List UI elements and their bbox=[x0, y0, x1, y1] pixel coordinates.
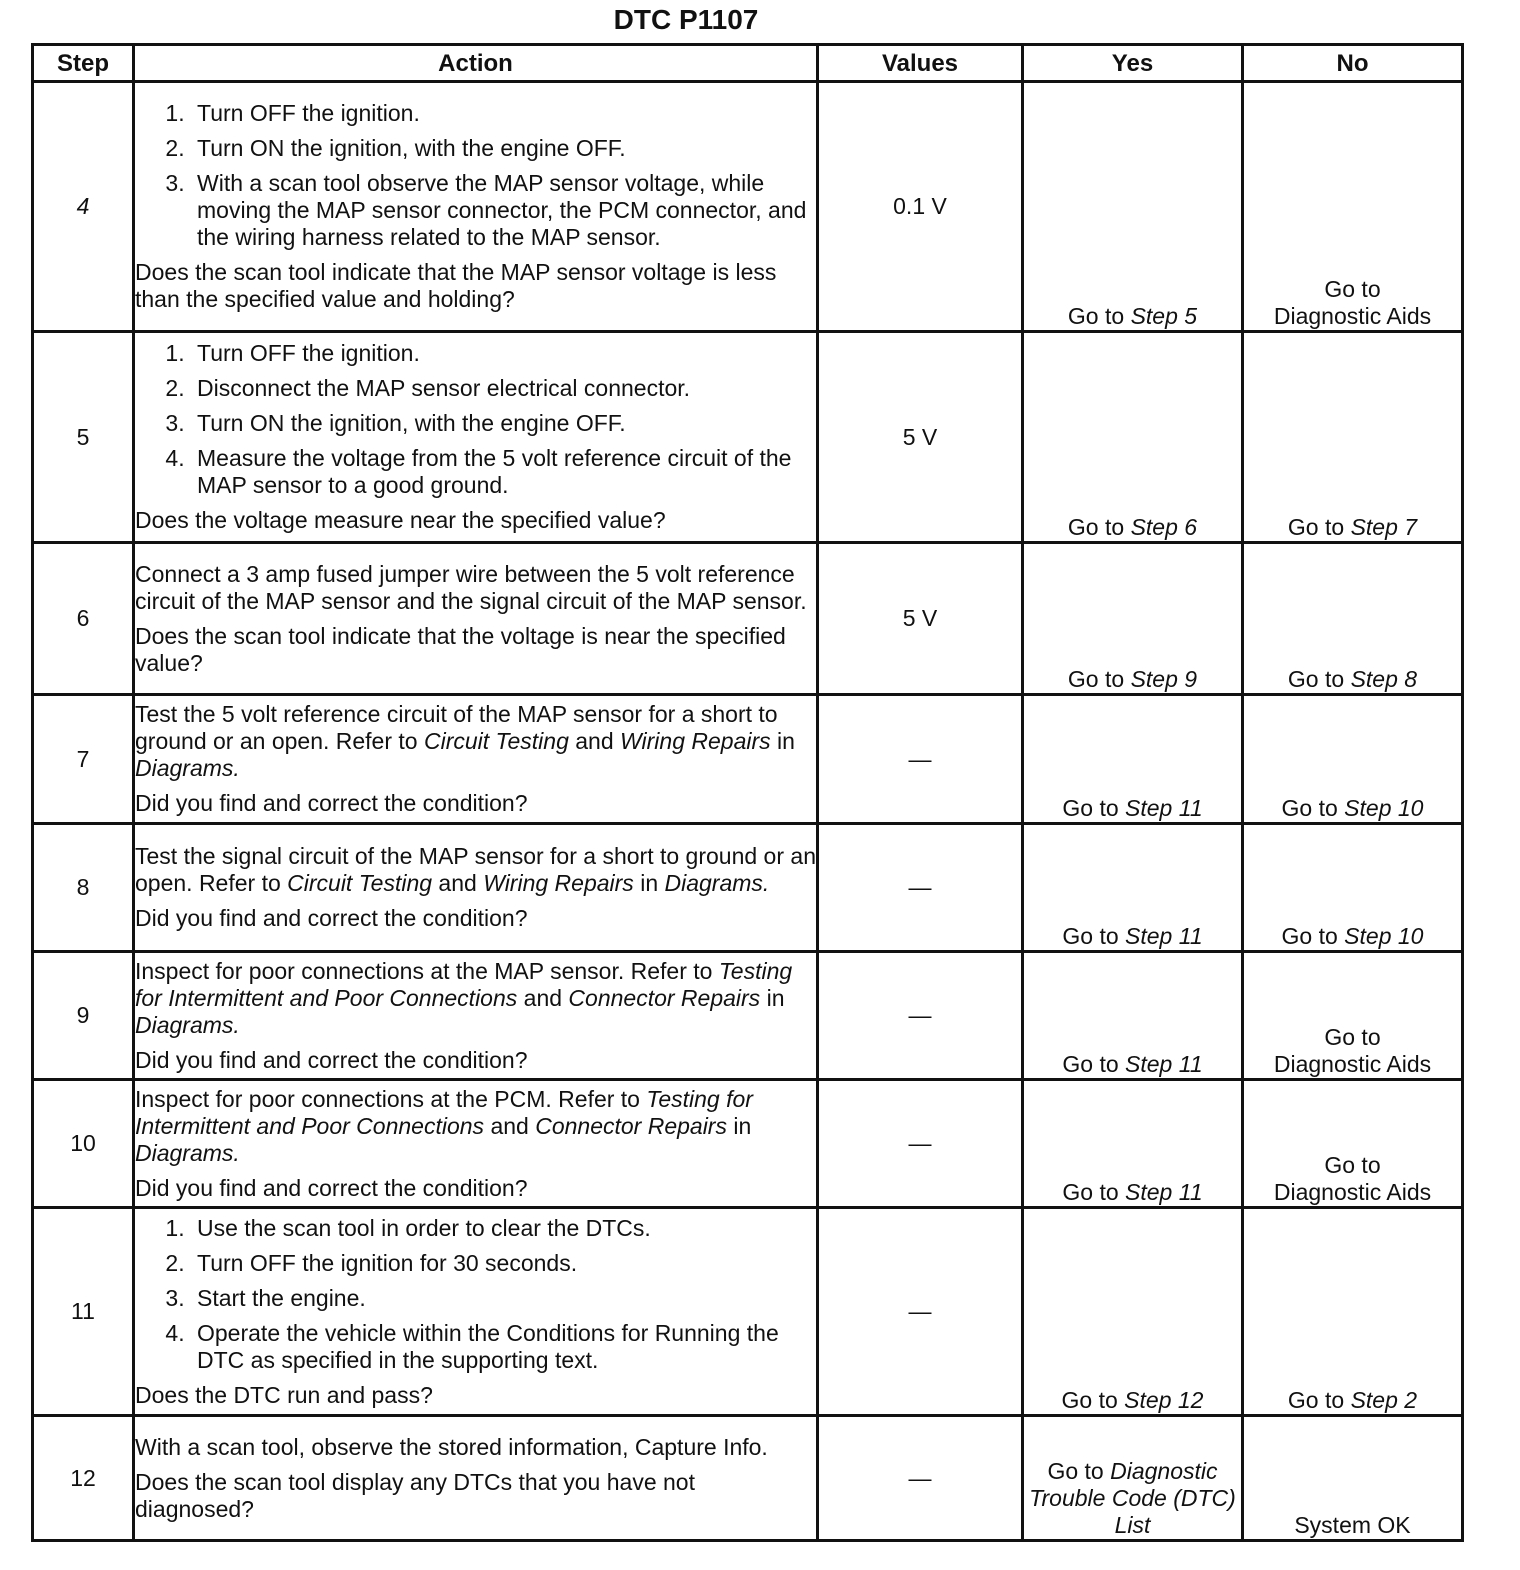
yes-prefix: Go to bbox=[1067, 303, 1125, 329]
header-values: Values bbox=[818, 45, 1023, 82]
yes-prefix: Go to bbox=[1067, 666, 1125, 692]
action-question: Did you find and correct the condition? bbox=[135, 1174, 528, 1201]
diagrams-ref[interactable]: Diagrams. bbox=[664, 870, 770, 896]
yes-cell bbox=[1023, 1416, 1243, 1541]
action-step: 4. Operate the vehicle within the Conditions for Running the DTC as specified in the supporting text. bbox=[191, 1320, 816, 1374]
no-cell bbox=[1243, 824, 1463, 952]
header-yes: Yes bbox=[1023, 45, 1243, 82]
yes-prefix: Go to bbox=[1062, 923, 1119, 949]
system-ok-text: System OK bbox=[1294, 1512, 1411, 1538]
action-text-part: and bbox=[438, 870, 477, 896]
action-cell bbox=[134, 82, 818, 332]
no-diagnostic-aids-link[interactable]: Diagnostic Aids bbox=[1273, 303, 1432, 329]
value-cell: 5 V bbox=[818, 332, 1023, 543]
action-text-part: in bbox=[640, 870, 659, 896]
table-row bbox=[33, 82, 1463, 332]
value-cell: — bbox=[818, 1080, 1023, 1208]
step-number: 9 bbox=[33, 952, 134, 1080]
no-cell bbox=[1243, 82, 1463, 332]
action-cell bbox=[134, 1416, 818, 1541]
connector-repairs-ref[interactable]: Connector Repairs bbox=[535, 1112, 727, 1139]
value-cell: — bbox=[818, 695, 1023, 824]
yes-step-link[interactable]: Step 11 bbox=[1125, 923, 1203, 949]
circuit-testing-ref[interactable]: Circuit Testing bbox=[423, 728, 569, 754]
action-step: 1. Turn OFF the ignition. bbox=[191, 100, 816, 127]
yes-cell bbox=[1023, 824, 1243, 952]
yes-cell bbox=[1023, 952, 1243, 1080]
no-cell bbox=[1243, 695, 1463, 824]
no-cell bbox=[1243, 332, 1463, 543]
no-prefix: Go to bbox=[1281, 923, 1338, 949]
action-text-part: Test the 5 volt reference circuit of the MAP sensor for a short to ground or an open. Refer to bbox=[135, 701, 778, 754]
no-prefix: Go to bbox=[1287, 666, 1345, 692]
action-text-part: and bbox=[523, 984, 563, 1011]
action-text-part: Inspect for poor connections at the PCM. Refer to bbox=[135, 1085, 640, 1112]
table-row bbox=[33, 695, 1463, 824]
wiring-repairs-ref[interactable]: Wiring Repairs bbox=[620, 728, 771, 754]
step-number: 11 bbox=[33, 1208, 134, 1416]
action-step: 3. Start the engine. bbox=[191, 1285, 816, 1312]
action-question: Did you find and correct the condition? bbox=[135, 1046, 528, 1073]
yes-step-link[interactable]: Step 5 bbox=[1130, 303, 1198, 329]
action-text bbox=[135, 843, 816, 897]
no-diagnostic-aids-link[interactable]: Diagnostic Aids bbox=[1273, 1051, 1432, 1077]
action-question: Did you find and correct the condition? bbox=[135, 790, 528, 816]
no-prefix: Go to bbox=[1324, 276, 1381, 302]
no-prefix: Go to bbox=[1324, 1152, 1381, 1178]
table-row bbox=[33, 952, 1463, 1080]
table-row bbox=[33, 1080, 1463, 1208]
table-row bbox=[33, 824, 1463, 952]
action-step: 2. Turn ON the ignition, with the engine OFF. bbox=[191, 135, 816, 162]
action-cell bbox=[134, 1080, 818, 1208]
no-cell bbox=[1243, 543, 1463, 695]
action-cell bbox=[134, 695, 818, 824]
action-text-part: and bbox=[490, 1112, 529, 1139]
table-row bbox=[33, 1208, 1463, 1416]
yes-prefix: Go to bbox=[1062, 1179, 1119, 1205]
step-number: 6 bbox=[33, 543, 134, 695]
action-step: 3. With a scan tool observe the MAP sensor voltage, while moving the MAP sensor connector, the PCM connector, and the wiring harness related to the MAP sensor. bbox=[191, 170, 816, 251]
yes-prefix: Go to bbox=[1061, 1387, 1118, 1413]
action-step: 1. Use the scan tool in order to clear the DTCs. bbox=[191, 1215, 816, 1242]
yes-step-link[interactable]: Step 6 bbox=[1130, 514, 1198, 540]
no-cell bbox=[1243, 1416, 1463, 1541]
action-step: 2. Turn OFF the ignition for 30 seconds. bbox=[191, 1250, 816, 1277]
no-step-link[interactable]: Step 10 bbox=[1344, 923, 1424, 949]
circuit-testing-ref[interactable]: Circuit Testing bbox=[287, 870, 433, 896]
table-row bbox=[33, 1416, 1463, 1541]
document-title: DTC P1107 bbox=[613, 4, 759, 35]
header-row bbox=[33, 45, 1463, 82]
yes-step-link[interactable]: Step 9 bbox=[1130, 666, 1198, 692]
action-step: 3. Turn ON the ignition, with the engine OFF. bbox=[191, 410, 816, 437]
diagrams-ref[interactable]: Diagrams. bbox=[135, 755, 240, 781]
dtc-list-link[interactable]: Diagnostic Trouble Code (DTC) List bbox=[1029, 1458, 1236, 1538]
no-diagnostic-aids-link[interactable]: Diagnostic Aids bbox=[1273, 1179, 1432, 1205]
action-question: Does the DTC run and pass? bbox=[135, 1381, 433, 1408]
action-text bbox=[135, 1086, 816, 1167]
no-prefix: Go to bbox=[1287, 514, 1345, 540]
yes-prefix: Go to bbox=[1067, 514, 1125, 540]
header-action: Action bbox=[134, 45, 818, 82]
value-cell: 0.1 V bbox=[818, 82, 1023, 332]
yes-prefix: Go to bbox=[1062, 1051, 1119, 1077]
no-prefix: Go to bbox=[1287, 1387, 1345, 1413]
action-question: Does the scan tool indicate that the voltage is near the specified value? bbox=[135, 622, 786, 676]
action-cell bbox=[134, 952, 818, 1080]
step-number: 8 bbox=[33, 824, 134, 952]
action-text-part: in bbox=[777, 728, 795, 754]
yes-prefix: Go to bbox=[1047, 1458, 1104, 1484]
step-number: 12 bbox=[33, 1416, 134, 1541]
action-text bbox=[135, 958, 816, 1039]
action-cell bbox=[134, 1208, 818, 1416]
diagnostic-table bbox=[31, 43, 1464, 1542]
no-prefix: Go to bbox=[1324, 1024, 1381, 1050]
value-cell: — bbox=[818, 1416, 1023, 1541]
action-cell bbox=[134, 543, 818, 695]
yes-cell bbox=[1023, 1208, 1243, 1416]
yes-step-link[interactable]: Step 11 bbox=[1125, 1179, 1203, 1205]
no-step-link[interactable]: Step 7 bbox=[1350, 514, 1418, 540]
yes-step-link[interactable]: Step 11 bbox=[1125, 795, 1203, 821]
header-no: No bbox=[1243, 45, 1463, 82]
value-cell: — bbox=[818, 952, 1023, 1080]
step-number: 10 bbox=[33, 1080, 134, 1208]
action-steps bbox=[135, 340, 816, 499]
action-steps bbox=[135, 100, 816, 251]
action-text-part: in bbox=[733, 1112, 752, 1139]
no-step-link[interactable]: Step 2 bbox=[1350, 1387, 1418, 1413]
step-number: 4 bbox=[33, 82, 134, 332]
no-step-link[interactable]: Step 10 bbox=[1344, 795, 1424, 821]
no-step-link[interactable]: Step 8 bbox=[1350, 666, 1418, 692]
action-text-part: Test the signal circuit of the MAP sensor for a short to ground or an open. Refer to bbox=[135, 843, 816, 896]
value-cell: — bbox=[818, 1208, 1023, 1416]
action-text: Connect a 3 amp fused jumper wire between the 5 volt reference circuit of the MAP sensor and the signal circuit of the MAP sensor. bbox=[135, 560, 807, 614]
value-cell: 5 V bbox=[818, 543, 1023, 695]
yes-cell bbox=[1023, 82, 1243, 332]
diagrams-ref[interactable]: Diagrams. bbox=[135, 1139, 240, 1166]
action-text-part: in bbox=[766, 984, 785, 1011]
action-question: Does the scan tool indicate that the MAP sensor voltage is less than the specified value and holding? bbox=[135, 259, 777, 312]
connector-repairs-ref[interactable]: Connector Repairs bbox=[568, 984, 761, 1011]
yes-cell bbox=[1023, 695, 1243, 824]
no-cell bbox=[1243, 952, 1463, 1080]
no-cell bbox=[1243, 1208, 1463, 1416]
yes-cell bbox=[1023, 1080, 1243, 1208]
testing-intermittent-ref[interactable]: Testing for Intermittent and Poor Connections bbox=[135, 957, 793, 1011]
action-step: 1. Turn OFF the ignition. bbox=[191, 340, 816, 367]
table-row bbox=[33, 543, 1463, 695]
yes-cell bbox=[1023, 543, 1243, 695]
step-number: 7 bbox=[33, 695, 134, 824]
yes-step-link[interactable]: Step 11 bbox=[1125, 1051, 1203, 1077]
action-question: Does the scan tool display any DTCs that you have not diagnosed? bbox=[135, 1468, 695, 1522]
wiring-repairs-ref[interactable]: Wiring Repairs bbox=[483, 870, 634, 896]
no-prefix: Go to bbox=[1281, 795, 1338, 821]
header-step: Step bbox=[33, 45, 134, 82]
action-steps bbox=[135, 1215, 816, 1374]
action-text-part: Inspect for poor connections at the MAP sensor. Refer to bbox=[135, 957, 713, 984]
action-text bbox=[135, 701, 816, 782]
no-cell bbox=[1243, 1080, 1463, 1208]
testing-intermittent-ref[interactable]: Testing for Intermittent and Poor Connections bbox=[135, 1085, 753, 1139]
action-text: With a scan tool, observe the stored information, Capture Info. bbox=[135, 1433, 768, 1460]
action-question: Does the voltage measure near the specified value? bbox=[135, 507, 666, 533]
action-text-part: and bbox=[575, 728, 614, 754]
action-step: 4. Measure the voltage from the 5 volt reference circuit of the MAP sensor to a good ground. bbox=[191, 445, 816, 499]
action-cell bbox=[134, 332, 818, 543]
yes-prefix: Go to bbox=[1062, 795, 1119, 821]
table-row bbox=[33, 332, 1463, 543]
value-cell: — bbox=[818, 824, 1023, 952]
yes-cell bbox=[1023, 332, 1243, 543]
yes-step-link[interactable]: Step 12 bbox=[1124, 1387, 1204, 1413]
action-question: Did you find and correct the condition? bbox=[135, 905, 528, 931]
diagrams-ref[interactable]: Diagrams. bbox=[135, 1011, 240, 1038]
step-number: 5 bbox=[33, 332, 134, 543]
action-cell bbox=[134, 824, 818, 952]
action-step: 2. Disconnect the MAP sensor electrical connector. bbox=[191, 375, 816, 402]
